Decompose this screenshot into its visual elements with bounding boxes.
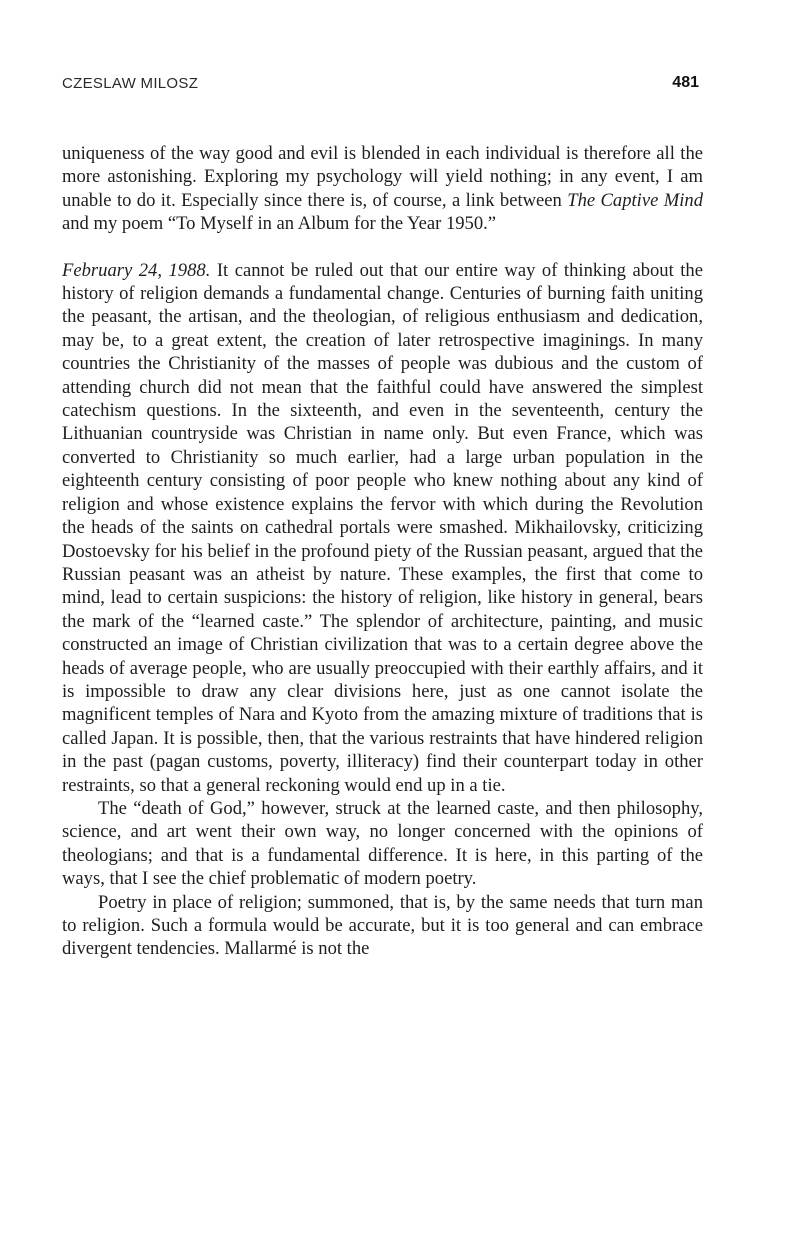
paragraph [62,797,703,891]
body-text [62,142,703,961]
journal-entry-paragraph [62,259,703,797]
paragraph [62,142,703,236]
author-name: CZESLAW MILOSZ [62,75,199,92]
paragraph-text: Poetry in place of religion; summoned, that is, by the same needs that turn man to religion. Such a formula would be accurate, but it is too general and can embrace divergent tendencies. Mallarmé is not the [62,891,703,960]
paragraph [62,891,703,961]
book-title: The Captive Mind [567,189,703,211]
entry-date: February 24, 1988. [62,259,211,281]
running-header [62,75,703,95]
paragraph-text: and my poem “To Myself in an Album for the Year 1950.” [62,213,497,235]
page-number: 481 [672,74,699,91]
paragraph-text: The “death of God,” however, struck at the learned caste, and then philosophy, science, and art went their own way, no longer concerned with the opinions of theologians; and that is a fundamental difference. It is here, in this parting of the ways, that I see the chief problematic of modern poetry. [62,797,703,890]
paragraph-text: It cannot be ruled out that our entire way of thinking about the history of religion demands a fundamental change. Centuries of burning faith uniting the peasant, the artisan, and the theologian, of religious enthusiasm and dedication, may be, to a great extent, the creation of later retrospective imaginings. In many countries the Christianity of the masses of people was dubious and the custom of attending church did not mean that the faithful could have answered the simplest catechism questions. In the sixteenth, and even in the seventeenth, century the Lithuanian countryside was Christian in name only. But even France, which was converted to Christianity so much earlier, had a large urban population in the eighteenth century consisting of poor people who knew nothing about any kind of religion and whose existence explains the fervor with which during the Revolution the heads of the saints on cathedral portals were smashed. Mikhailovsky, criticizing Dostoevsky for his belief in the profound piety of the Russian peasant, argued that the Russian peasant was an atheist by nature. These examples, the first that come to mind, lead to certain suspicions: the history of religion, like history in general, bears the mark of the “learned caste.” The splendor of architecture, painting, and music constructed an image of Christian civilization that was to a certain degree above the heads of average people, who are usually preoccupied with their earthly affairs, and it is impossible to draw any clear divisions here, just as one cannot isolate the magnificent temples of Nara and Kyoto from the amazing mixture of traditions that is called Japan. It is possible, then, that the various restraints that have hindered religion in the past (pagan customs, poverty, illiteracy) find their counterpart today in other restraints, so that a general reckoning would end up in a tie. [62,259,703,796]
paragraph-text: uniqueness of the way good and evil is blended in each individual is therefore all the more astonishing. Exploring my psychology will yield nothing; in any event, I am unable to do it. Especially since there is, of course, a link between [62,143,703,211]
